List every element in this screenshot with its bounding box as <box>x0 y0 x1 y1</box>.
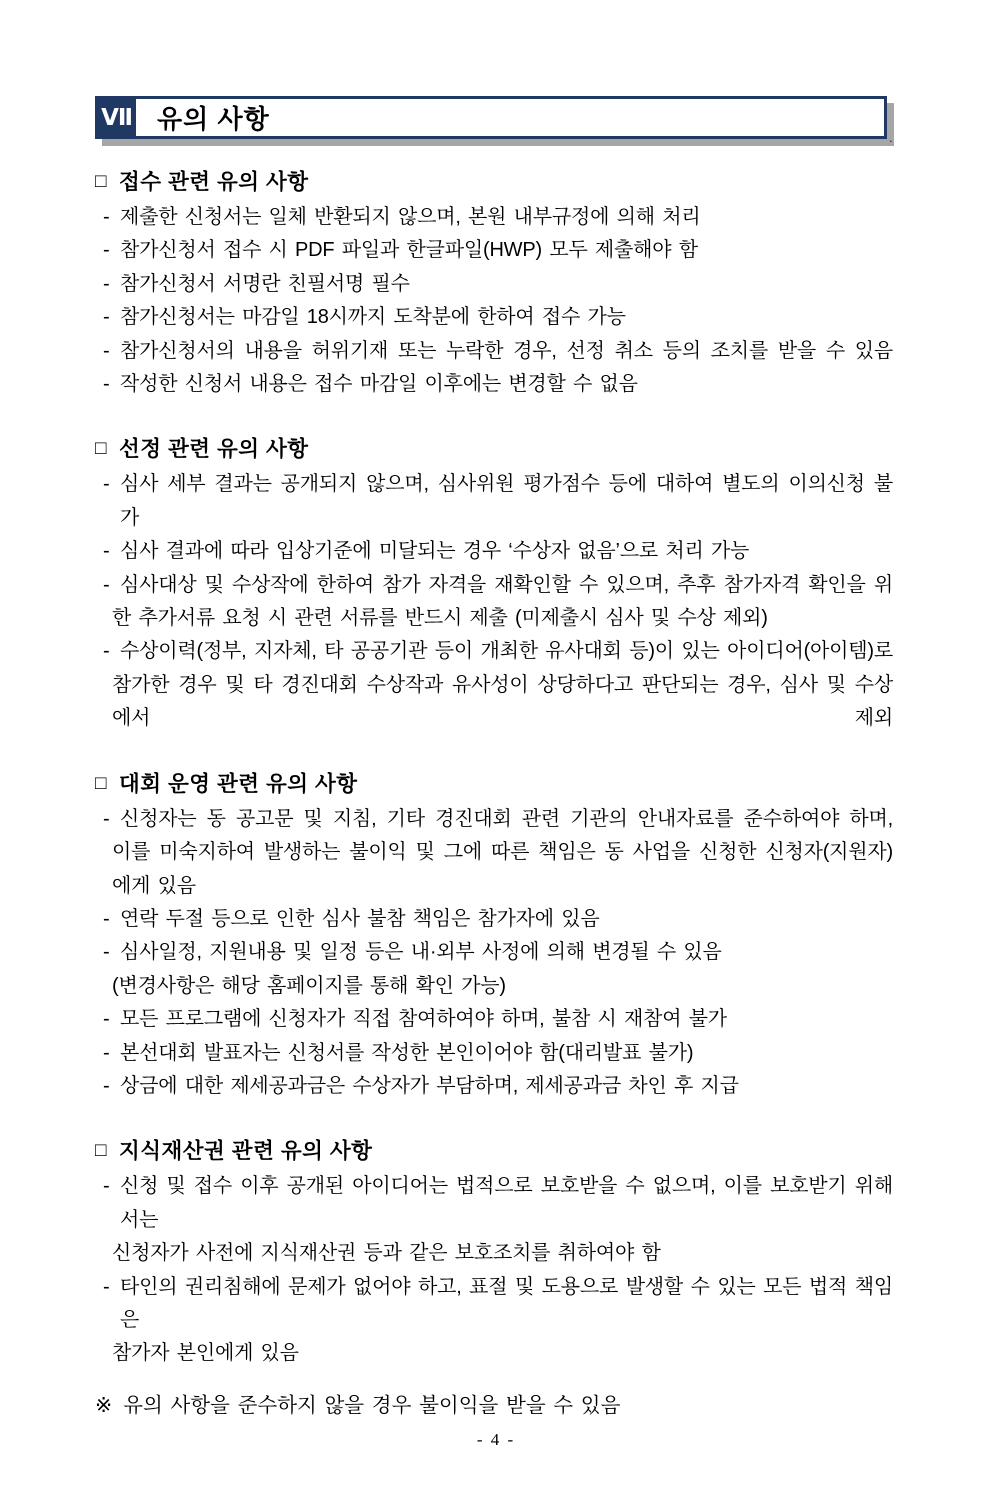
section-numeral: Ⅶ <box>98 99 136 136</box>
sections <box>95 169 893 1371</box>
notice-line: (변경사항은 해당 홈페이지를 통해 확인 가능) <box>112 974 506 997</box>
square-marker-icon: □ <box>95 438 107 460</box>
notice-item-lines <box>120 1037 893 1070</box>
dash-marker: - <box>103 540 110 563</box>
notice-line: 본선대회 발표자는 신청서를 작성한 본인이어야 함(대리발표 불가) <box>120 1041 694 1064</box>
notice-item <box>95 234 893 267</box>
notice-item-lines <box>120 335 893 368</box>
notice-item <box>95 535 893 568</box>
dash-marker: - <box>103 1074 110 1097</box>
title-bar-box <box>95 96 887 139</box>
page-number: - 4 - <box>476 1430 516 1449</box>
notice-line: 참가신청서 서명란 친필서명 필수 <box>120 272 410 295</box>
dash-marker: - <box>103 1275 110 1298</box>
notice-item-lines <box>120 535 893 568</box>
notice-item-lines <box>120 468 893 535</box>
notice-line: 심사 세부 결과는 공개되지 않으며, 심사위원 평가점수 등에 대하여 별도의 이의신청 불가 <box>120 473 893 529</box>
dash-marker: - <box>103 907 110 930</box>
notice-item <box>95 1271 893 1371</box>
notice-line: 신청자가 사전에 지식재산권 등과 같은 보호조치를 취하여야 함 <box>112 1242 661 1265</box>
section-heading <box>95 1138 893 1165</box>
notice-line: 연락 두절 등으로 인한 심사 불참 책임은 참가자에 있음 <box>120 907 600 930</box>
notice-line: 한 추가서류 요청 시 관련 서류를 반드시 제출 (미제출시 심사 및 수상 제외) <box>112 607 768 630</box>
notice-section <box>95 436 893 735</box>
section-heading <box>95 169 893 196</box>
square-marker-icon: □ <box>95 772 107 794</box>
dash-marker: - <box>103 1041 110 1064</box>
notice-line: 타인의 권리침해에 문제가 없어야 하고, 표절 및 도용으로 발생할 수 있는 모든 법적 책임은 <box>120 1275 893 1331</box>
notice-item-lines <box>120 201 893 234</box>
section-heading-text: 선정 관련 유의 사항 <box>118 437 309 462</box>
notice-line: 심사대상 및 수상작에 한하여 참가 자격을 재확인할 수 있으며, 추후 참가자격 확인을 위 <box>120 573 893 596</box>
notice-item <box>95 803 893 903</box>
dash-marker: - <box>103 573 110 596</box>
notice-section <box>95 1138 893 1370</box>
section-heading <box>95 436 893 463</box>
reference-mark-icon: ※ <box>95 1393 113 1417</box>
notice-line: 제출한 신청서는 일체 반환되지 않으며, 본원 내부규정에 의해 처리 <box>120 206 701 228</box>
notice-item-lines <box>120 1003 893 1036</box>
notice-item-lines <box>112 936 893 1003</box>
notice-item-lines <box>120 1070 893 1103</box>
notice-item <box>95 368 893 401</box>
section-heading-text: 지식재산권 관련 유의 사항 <box>118 1139 373 1164</box>
notice-line: 이를 미숙지하여 발생하는 불이익 및 그에 따른 책임은 동 사업을 신청한 신청자(지원자) <box>112 841 893 864</box>
dash-marker: - <box>103 640 110 663</box>
notice-line: 에게 있음 <box>112 874 196 897</box>
document-page <box>0 96 992 1499</box>
dash-marker: - <box>103 272 110 295</box>
notice-item <box>95 569 893 636</box>
notice-item <box>95 335 893 368</box>
notice-line: 모든 프로그램에 신청자가 직접 참여하여야 하며, 불참 시 재참여 불가 <box>120 1008 727 1031</box>
stray-dot: . <box>889 130 893 145</box>
notice-item <box>95 201 893 234</box>
notice-item <box>95 301 893 334</box>
dash-marker: - <box>103 807 110 830</box>
dash-marker: - <box>103 941 110 964</box>
notice-line: 참가신청서의 내용을 허위기재 또는 누락한 경우, 선정 취소 등의 조치를 받을 수 있음 <box>120 339 893 362</box>
section-heading-text: 접수 관련 유의 사항 <box>118 170 309 194</box>
notice-item <box>95 903 893 936</box>
notice-item <box>95 1170 893 1270</box>
notice-line: 신청 및 접수 이후 공개된 아이디어는 법적으로 보호받을 수 없으며, 이를 보호받기 위해서는 <box>120 1175 893 1231</box>
square-marker-icon: □ <box>95 1140 107 1162</box>
dash-marker: - <box>103 1175 110 1198</box>
notice-section <box>95 771 893 1104</box>
notice-line: 참가자 본인에게 있음 <box>112 1342 299 1365</box>
dash-marker: - <box>103 1008 110 1031</box>
notice-item-lines <box>112 1271 893 1371</box>
notice-line: 수상이력(정부, 지자체, 타 공공기관 등이 개최한 유사대회 등)이 있는 아이디어(아이템)로 <box>120 640 893 663</box>
notice-item <box>95 635 893 735</box>
notice-line: 상금에 대한 제세공과금은 수상자가 부담하며, 제세공과금 차인 후 지급 <box>120 1074 739 1097</box>
notice-item-lines <box>120 903 893 936</box>
dash-marker: - <box>103 206 110 228</box>
notice-item-lines <box>120 234 893 267</box>
notice-item <box>95 1003 893 1036</box>
section-heading-text: 대회 운영 관련 유의 사항 <box>118 771 358 796</box>
notice-item-lines <box>112 803 893 903</box>
notice-line: 심사 결과에 따라 입상기준에 미달되는 경우 ‘수상자 없음’으로 처리 가능 <box>120 540 750 563</box>
notice-item <box>95 936 893 1003</box>
square-marker-icon: □ <box>95 171 107 192</box>
title-bar <box>95 96 893 146</box>
dash-marker: - <box>103 373 110 396</box>
notice-section <box>95 169 893 401</box>
notice-item <box>95 468 893 535</box>
notice-line: 참가신청서 접수 시 PDF 파일과 한글파일(HWP) 모두 제출해야 함 <box>120 239 698 262</box>
notice-item-lines <box>120 368 893 401</box>
notice-line: 작성한 신청서 내용은 접수 마감일 이후에는 변경할 수 없음 <box>120 373 638 396</box>
notice-item <box>95 1070 893 1103</box>
notice-item-lines <box>112 569 893 636</box>
dash-marker: - <box>103 306 110 329</box>
footnote-text: 유의 사항을 준수하지 않을 경우 불이익을 받을 수 있음 <box>123 1393 621 1417</box>
footnote <box>95 1389 893 1422</box>
notice-item-lines <box>112 1170 893 1270</box>
notice-item <box>95 1037 893 1070</box>
dash-marker: - <box>103 339 110 362</box>
section-heading <box>95 771 893 798</box>
notice-line: 참가한 경우 및 타 경진대회 수상작과 유사성이 상당하다고 판단되는 경우, 심사 및 수상에서 제외 <box>112 673 893 730</box>
notice-line: 신청자는 동 공고문 및 지침, 기타 경진대회 관련 기관의 안내자료를 준수하여야 하며, <box>120 807 893 830</box>
notice-line: 심사일정, 지원내용 및 일정 등은 내·외부 사정에 의해 변경될 수 있음 <box>120 941 722 964</box>
notice-item <box>95 268 893 301</box>
notice-item-lines <box>112 635 893 735</box>
notice-item-lines <box>120 268 893 301</box>
page-title: 유의 사항 <box>157 104 270 134</box>
notice-line: 참가신청서는 마감일 18시까지 도착분에 한하여 접수 가능 <box>120 306 626 329</box>
notice-item-lines <box>120 301 893 334</box>
dash-marker: - <box>103 239 110 262</box>
dash-marker: - <box>103 473 110 496</box>
